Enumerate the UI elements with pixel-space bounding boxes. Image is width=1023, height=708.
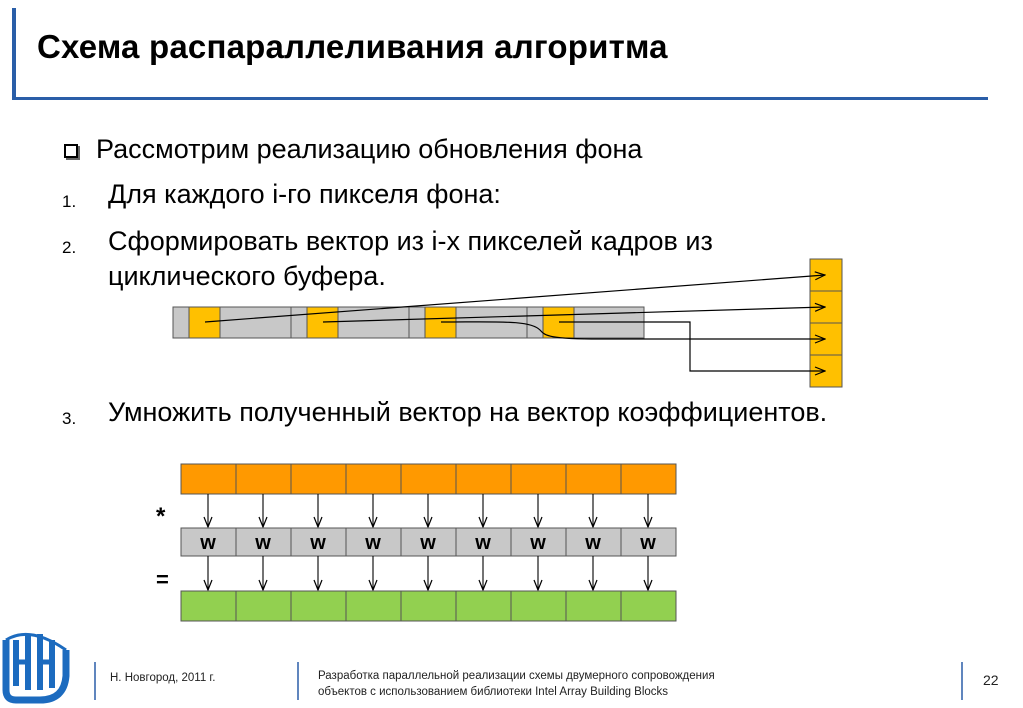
weight-label: w — [585, 532, 601, 554]
source-vector — [181, 464, 676, 494]
buffer-pixel-1 — [189, 307, 220, 338]
weight-label: w — [640, 532, 656, 554]
result-cell-3 — [291, 591, 346, 621]
weight-label: w — [255, 532, 271, 554]
result-cell-8 — [566, 591, 621, 621]
result-cell-2 — [236, 591, 291, 621]
source-cell-4 — [346, 464, 401, 494]
multiply-arrows — [208, 494, 648, 527]
step-1-text: Для каждого i-го пикселя фона: — [108, 179, 501, 209]
source-cell-5 — [401, 464, 456, 494]
footer-description-line-1: Разработка параллельной реализации схемы двумерного сопровождения — [318, 670, 715, 682]
weight-label: w — [365, 532, 381, 554]
result-cell-9 — [621, 591, 676, 621]
weight-label: w — [310, 532, 326, 554]
weight-label: w — [475, 532, 491, 554]
step-2-number: 2. — [62, 238, 77, 257]
footer-description-line-2: объектов с использованием библиотеки Intel Array Building Blocks — [318, 686, 669, 698]
result-cell-6 — [456, 591, 511, 621]
step-3-text: Умножить полученный вектор на вектор коэффициентов. — [108, 397, 828, 427]
result-arrows — [208, 556, 648, 590]
slide-title: Схема распараллеливания алгоритма — [37, 28, 668, 65]
equals-sign: = — [156, 567, 169, 592]
source-cell-1 — [181, 464, 236, 494]
pixel-vector — [810, 259, 842, 387]
multiply-sign: * — [156, 503, 166, 530]
weight-label: w — [530, 532, 546, 554]
source-cell-8 — [566, 464, 621, 494]
result-cell-5 — [401, 591, 456, 621]
step-3-number: 3. — [62, 409, 77, 428]
page-number: 22 — [983, 672, 999, 688]
result-vector — [181, 591, 676, 621]
source-cell-6 — [456, 464, 511, 494]
source-cell-2 — [236, 464, 291, 494]
footer-location: Н. Новгород, 2011 г. — [110, 672, 216, 684]
result-cell-7 — [511, 591, 566, 621]
buffer-pixel-2 — [307, 307, 338, 338]
result-cell-1 — [181, 591, 236, 621]
step-2-text-line-2: циклического буфера. — [108, 261, 386, 291]
vector-cell-1 — [810, 259, 842, 291]
source-cell-7 — [511, 464, 566, 494]
weight-vector — [181, 528, 676, 556]
university-logo-icon — [6, 634, 66, 700]
source-cell-9 — [621, 464, 676, 494]
step-1-number: 1. — [62, 192, 77, 211]
intro-text: Рассмотрим реализацию обновления фона — [96, 134, 643, 164]
weight-label: w — [200, 532, 216, 554]
step-2-text-line-1: Сформировать вектор из i-х пикселей кадров из — [108, 226, 713, 256]
result-cell-4 — [346, 591, 401, 621]
weight-label: w — [420, 532, 436, 554]
source-cell-3 — [291, 464, 346, 494]
